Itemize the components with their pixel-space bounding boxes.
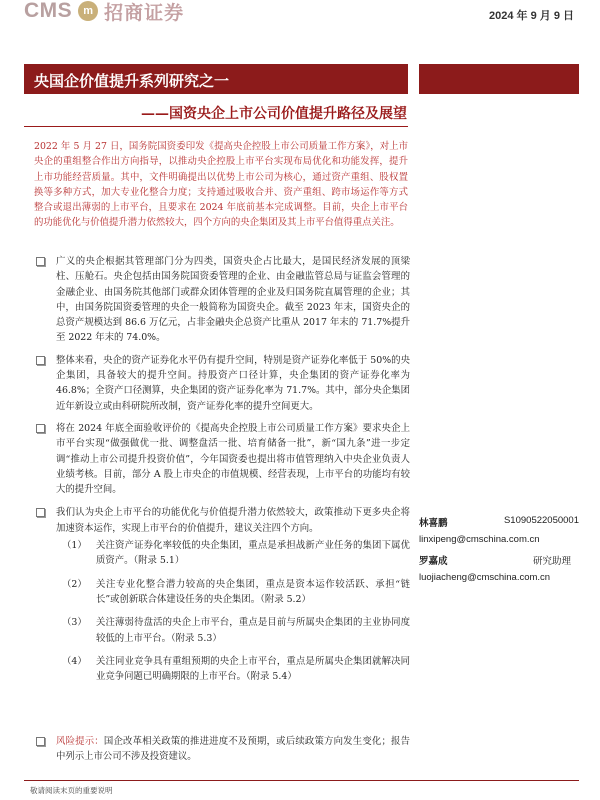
bullet-box-icon [36,257,45,266]
bullet-box-icon [36,356,45,365]
bullet-box-icon [36,424,45,433]
direction-item [56,654,410,685]
logo-mark-icon: m [78,1,98,21]
analyst-certificate: S1090522050001 [503,515,579,526]
key-point [36,505,410,684]
key-point-text: 整体来看，央企的资产证券化水平仍有提升空间，特别是资产证券化率低于 50%的央企集团，具备较大的提升空间。持股资产口径计算，央企集团的资产证券化率为 46.8%；全资产口径测算，央企集团的资产证券化率为 71.7%。其中，部分央企集团近年新设立或由科研院所改制，资产证券化率的提升空间更大。 [56,354,410,412]
risk-label: 风险提示： [56,736,104,747]
analyst-header [419,515,579,533]
direction-item [56,615,410,646]
analyst-email[interactable]: luojiacheng@cmschina.com.cn [419,572,551,583]
analyst-name: 罗嘉成 [419,556,448,567]
bullet-box-icon [36,508,45,517]
report-subtitle: ——国资央企上市公司价值提升路径及展望 [141,106,407,122]
key-point-text: 广义的央企根据其管理部门分为四类，国资央企占比最大，是国民经济发展的顶梁柱、压舱石。央企包括由国务院国资委管理的企业、由金融监管总局与证监会管理的金融企业、由国务院其他部门或群众团体管理的企业及归国务院直属管理的企业；其中，由国务院国资委管理的央企一般简称为国资央企。截至 2023 年末，国资央企的总资产规模达到 86.6 万亿元，占非金融央企总资产比重从 2017 年末的 71.7%提升至 2022 年末的 74.0%。 [56,256,410,344]
key-point [36,353,410,414]
footer-divider [24,780,579,781]
title-divider [24,126,408,127]
risk-text: 国企改革相关政策的推进进度不及预期，或后续政策方向发生变化；报告中列示上市公司不涉及投资建议。 [56,736,410,763]
direction-number: （1） [62,540,87,552]
key-point [36,421,410,497]
analyst-header [419,553,579,571]
direction-item [56,538,410,569]
report-date: 2024 年 9 月 9 日 [489,10,574,22]
key-points-list [36,254,410,692]
analyst-name: 林喜鹏 [419,518,448,529]
direction-item [56,577,410,608]
direction-text: 关注专业化整合潜力较高的央企集团，重点是资本运作较活跃、承担“链长”或创新联合体建设任务的央企集团。（附录 5.2） [96,578,410,605]
direction-text: 关注同业竞争具有重组预期的央企上市平台，重点是所属央企集团就解决同业竞争问题已明确期限的上市平台。（附录 5.4） [96,655,410,683]
abstract-paragraph: 2022 年 5 月 27 日，国务院国资委印发《提高央企控股上市公司质量工作方案》，对上市央企的重组整合作出方向指导，以推动央企控股上市平台实现布局优化和功能发挥，提升上市功能经营质量。其中，文件明确提出以优势上市公司为核心，通过资产重组、股权置换等多种方式，加大专业化整合力度；支持通过吸收合并、资产重组、跨市场运作等方式整合或退出薄弱的上市平台，且要求在 2024 年底前基本完成调整。目前，央企上市平台的功能优化与价值提升潜力依然较大，四个方向的央企集团及其上市平台值得重点关注。 [34,141,408,229]
analyst-role: 研究助理 [532,556,571,567]
analyst-panel [419,515,579,591]
analyst-email[interactable]: linxipeng@cmschina.com.cn [419,534,540,545]
direction-number: （2） [62,578,87,590]
report-title: 央国企价值提升系列研究之一 [34,72,230,90]
page-header [0,0,600,24]
footer-note: 敬请阅读末页的重要说明 [30,786,113,795]
direction-list [56,538,410,684]
bullet-box-icon [36,737,45,746]
risk-warning [36,734,410,765]
key-point [36,254,410,346]
sidebar-banner [419,64,579,94]
direction-text: 关注薄弱待盘活的央企上市平台，重点是目前与所属央企集团的主业协同度较低的上市平台。（附录 5.3） [96,617,410,644]
cms-logo [24,0,184,22]
direction-text: 关注资产证券化率较低的央企集团，重点是承担战新产业任务的集团下属优质资产。（附录 5.1） [96,540,410,567]
logo-latin-text: CMS [24,0,73,22]
direction-number: （4） [62,655,87,667]
key-point-text: 我们认为央企上市平台的功能优化与价值提升潜力依然较大，政策推动下更多央企将加速资本运作，实现上市平台的价值提升，建议关注四个方向。 [56,507,410,534]
key-point-text: 将在 2024 年底全面验收评价的《提高央企控股上市公司质量工作方案》要求央企上市平台实现“做强做优一批、调整盘活一批、培育储备一批”，新“国九条”进一步定调“推动上市公司提升投资价值”，今年国资委也提出将市值管理纳入中央企业负责人业绩考核。目前，部分 A 股上市央企的市值规模、经营表现，上市平台的功能均有较大的提升空间。 [56,422,410,496]
direction-number: （3） [62,617,87,629]
logo-chinese-text: 招商证券 [104,1,185,24]
